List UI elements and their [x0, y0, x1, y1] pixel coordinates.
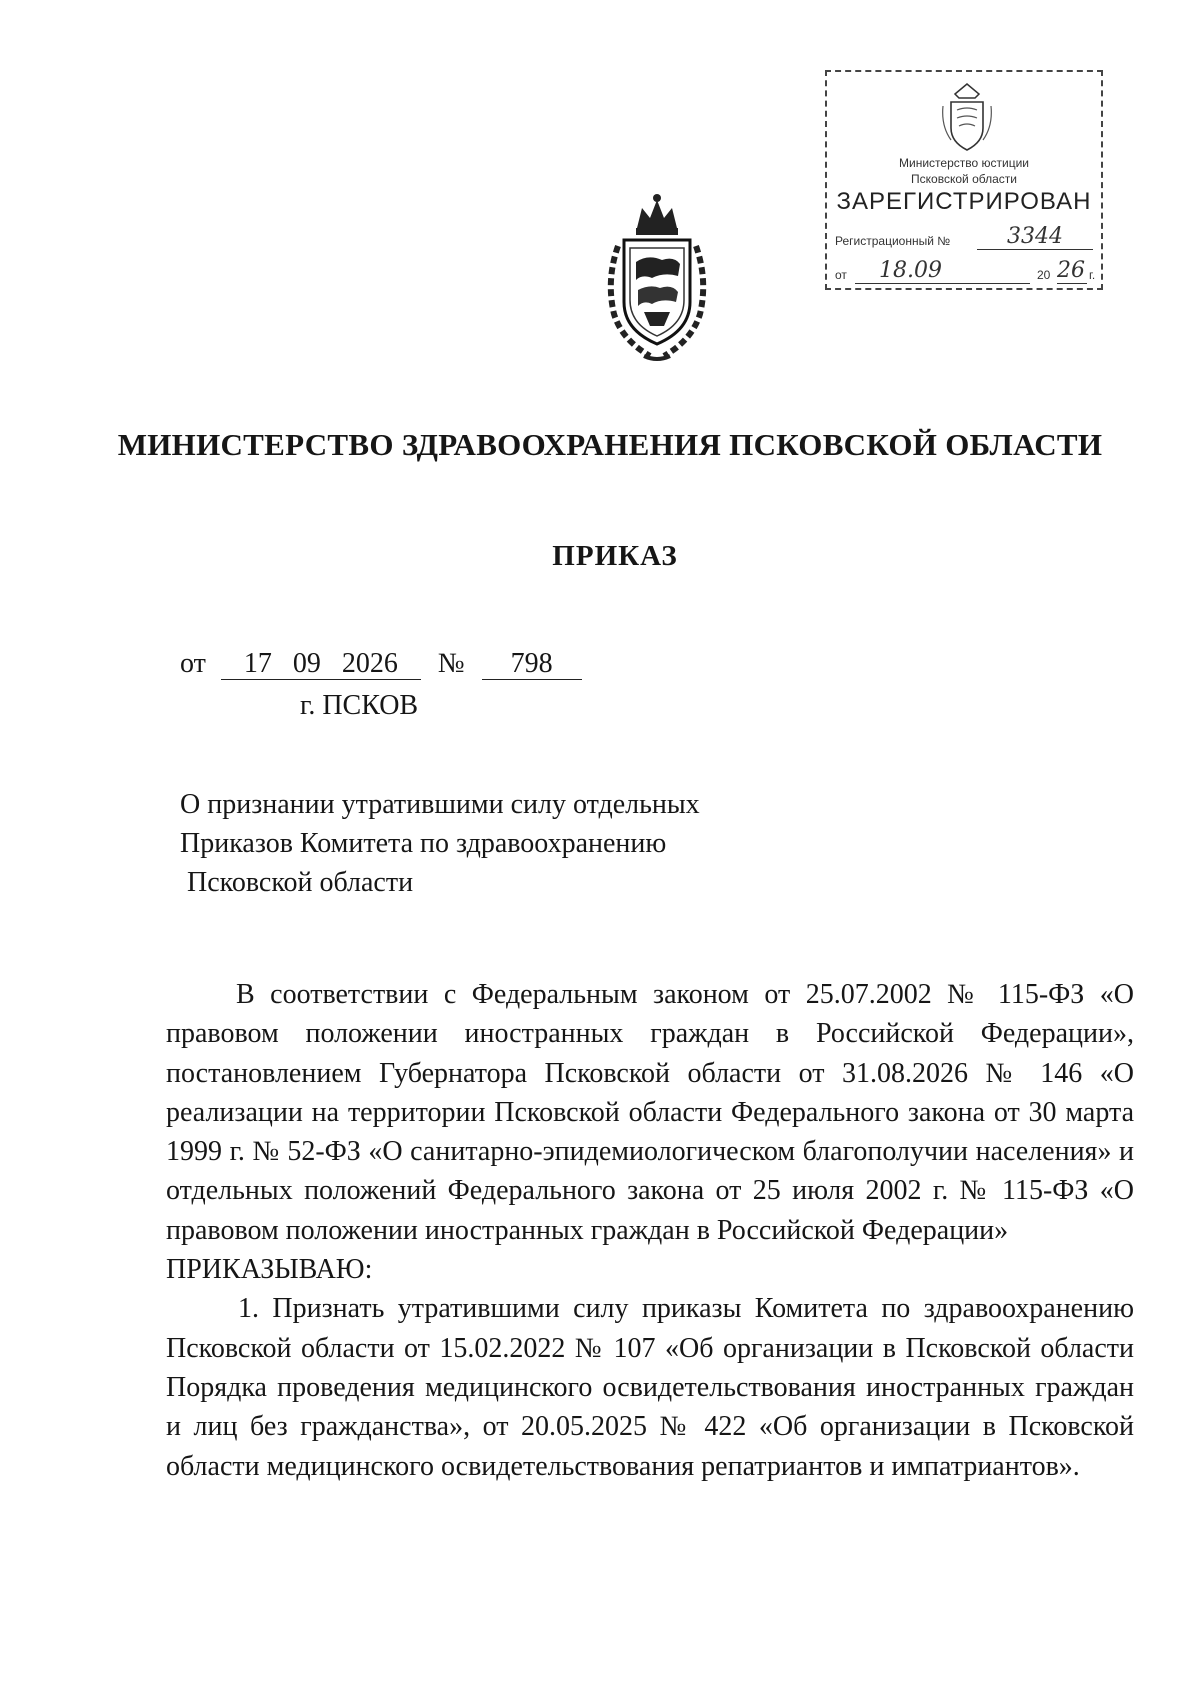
order-body	[166, 975, 1134, 1486]
registration-stamp	[825, 70, 1103, 290]
order-subject	[180, 785, 700, 902]
stamp-date-row	[835, 256, 1096, 284]
subject-line: О признании утратившими силу отдельных	[180, 789, 700, 820]
stamp-year-suffix: г.	[1089, 268, 1096, 282]
preamble-paragraph: В соответствии с Федеральным законом от 25.07.2002 № 115-ФЗ «О правовом положении иностранных граждан в Российской Федерации», постановлением Губернатора Псковской области от 31.08.2026 № 146 «О реализации на территории Псковской области Федерального закона от 30 марта 1999 г. № 52-ФЗ «О санитарно-эпидемиологическом благополучии населения» и отдельных положений Федерального закона от 25 июля 2002 г. № 115-ФЗ «О правовом положении иностранных граждан в Российской Федерации»	[166, 979, 1134, 1246]
stamp-from-label: от	[835, 268, 847, 282]
order-city: г. ПСКОВ	[300, 690, 419, 721]
order-from-label: от	[180, 648, 206, 679]
stamp-region-text: Псковской области	[911, 172, 1017, 186]
stamp-coat-of-arms-icon	[937, 80, 997, 154]
coat-of-arms-icon	[592, 190, 722, 365]
order-item-1: 1. Признать утратившими силу приказы Комитета по здравоохранению Псковской области от 15.02.2022 № 107 «Об организации в Псковской области Порядка проведения медицинского освидетельствования иностранных граждан и лиц без гражданства», от 20.05.2025 № 422 «Об организации в Псковской области медицинского освидетельствования репатриантов и импатриантов».	[166, 1293, 1134, 1482]
stamp-century: 20	[1037, 268, 1051, 282]
document-type: ПРИКАЗ	[552, 540, 678, 572]
stamp-ministry-text: Министерство юстиции	[899, 156, 1029, 170]
order-word: ПРИКАЗЫВАЮ:	[166, 1254, 373, 1286]
stamp-status: ЗАРЕГИСТРИРОВАН	[836, 188, 1092, 215]
order-number-label: №	[437, 648, 465, 679]
order-date: 17 09 2026	[221, 649, 421, 680]
stamp-reg-number-row	[835, 224, 1093, 250]
ministry-title: МИНИСТЕРСТВО ЗДРАВООХРАНЕНИЯ ПСКОВСКОЙ ОБЛАСТИ	[117, 427, 1103, 462]
subject-line: Приказов Комитета по здравоохранению	[180, 828, 667, 859]
subject-line: Псковской области	[180, 867, 414, 898]
stamp-reg-date: 18.09	[855, 259, 1030, 284]
order-date-line	[180, 648, 582, 680]
stamp-year: 26	[1057, 258, 1085, 283]
stamp-reg-label: Регистрационный №	[835, 234, 951, 248]
stamp-reg-number: 3344	[977, 225, 1093, 250]
order-number: 798	[482, 649, 582, 680]
